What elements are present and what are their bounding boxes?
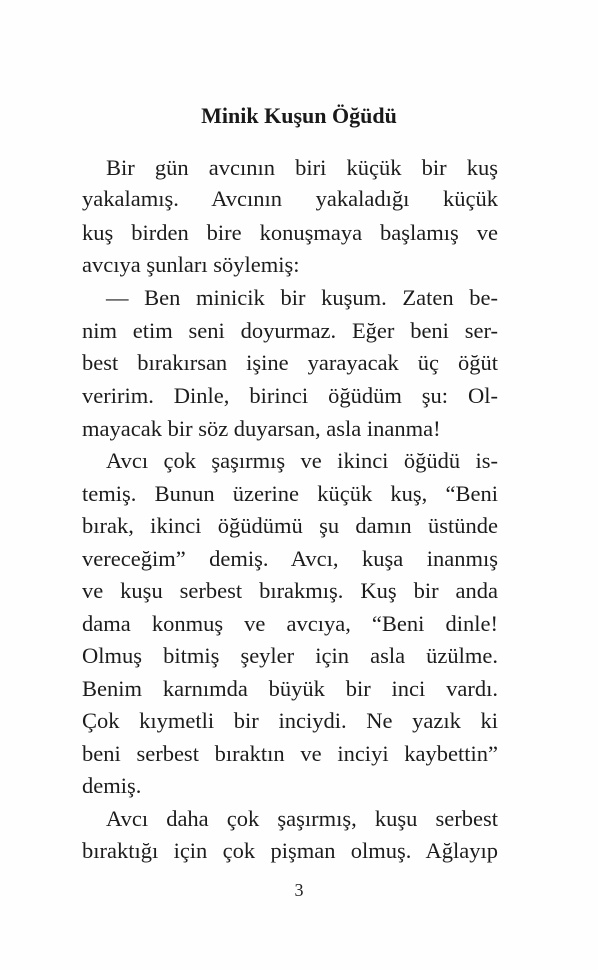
text-line: Avcı daha çok şaşırmış, kuşu serbest — [106, 806, 498, 831]
text-line: vereceğim” demiş. Avcı, kuşa inanmış — [82, 546, 498, 571]
text-line: yakalamış. Avcının yakaladığı küçük — [82, 186, 498, 211]
text-line: Çok kıymetli bir inciydi. Ne yazık ki — [82, 708, 498, 733]
text-line: veririm. Dinle, birinci öğüdüm şu: Ol- — [82, 383, 498, 408]
page-number: 3 — [294, 880, 304, 900]
page-title: Minik Kuşun Öğüdü — [201, 103, 397, 128]
text-line: temiş. Bunun üzerine küçük kuş, “Beni — [82, 481, 498, 506]
text-line: Bir gün avcının biri küçük bir kuş — [106, 155, 498, 180]
text-line: best bırakırsan işine yarayacak üç öğüt — [82, 350, 498, 375]
text-line: ve kuşu serbest bırakmış. Kuş bir anda — [82, 578, 498, 603]
text-line: Benim karnımda büyük bir inci vardı. — [82, 676, 498, 701]
text-line: Avcı çok şaşırmış ve ikinci öğüdü is- — [106, 448, 498, 473]
text-line: nim etim seni doyurmaz. Eğer beni ser- — [82, 318, 498, 343]
text-line: dama konmuş ve avcıya, “Beni dinle! — [82, 611, 498, 636]
text-line: demiş. — [82, 773, 142, 798]
text-line: mayacak bir söz duyarsan, asla inanma! — [82, 416, 441, 441]
text-line: kuş birden bire konuşmaya başlamış ve — [82, 220, 498, 245]
text-line: — Ben minicik bir kuşum. Zaten be- — [106, 285, 498, 310]
text-line: avcıya şunları söylemiş: — [82, 252, 300, 277]
text-line: beni serbest bıraktın ve inciyi kaybettin” — [82, 741, 498, 766]
text-line: Olmuş bitmiş şeyler için asla üzülme. — [82, 643, 498, 668]
text-line: bırak, ikinci öğüdümü şu damın üstünde — [82, 513, 498, 538]
text-line: bıraktığı için çok pişman olmuş. Ağlayıp — [82, 838, 498, 863]
